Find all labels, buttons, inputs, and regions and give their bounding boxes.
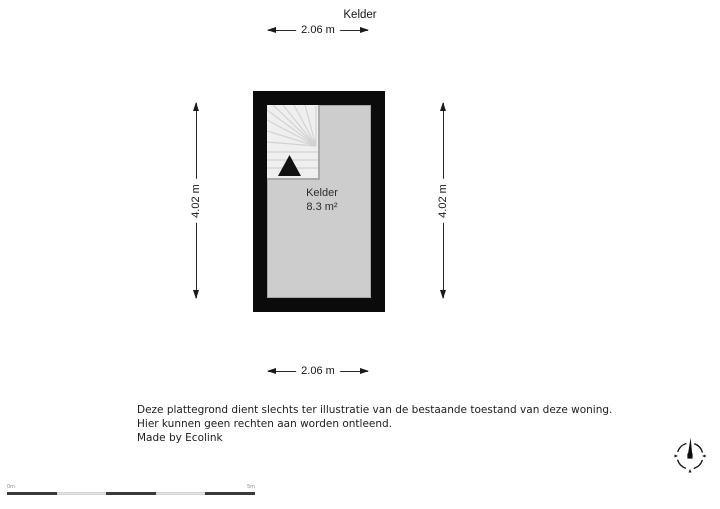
disclaimer — [137, 403, 612, 445]
arrow-down-icon — [193, 290, 199, 299]
room-label — [272, 186, 372, 214]
staircase-treads — [267, 105, 318, 178]
arrow-right-icon — [360, 27, 369, 33]
dimension-right-label: 4.02 m — [437, 179, 449, 223]
disclaimer-line-3: Made by Ecolink — [137, 432, 223, 444]
compass-north-icon — [668, 431, 712, 479]
floorplan-room-kelder — [267, 105, 371, 298]
page-title: Kelder — [343, 9, 377, 21]
floorplan-walls — [253, 91, 385, 312]
stair-direction-arrow-icon — [278, 155, 301, 176]
scale-bar-segment — [205, 492, 255, 495]
scale-bar-track — [7, 492, 255, 495]
dimension-top — [268, 24, 368, 36]
arrow-left-icon — [267, 27, 276, 33]
arrow-right-icon — [360, 368, 369, 374]
arrow-down-icon — [440, 290, 446, 299]
disclaimer-line-1: Deze plattegrond dient slechts ter illustratie van de bestaande toestand van deze woning. — [137, 404, 613, 416]
scale-bar — [7, 486, 255, 498]
scale-bar-segment — [57, 492, 107, 495]
dimension-left-label: 4.02 m — [190, 179, 202, 223]
disclaimer-line-2: Hier kunnen geen rechten aan worden ontleend. — [137, 418, 393, 430]
scale-bar-segment — [106, 492, 156, 495]
dimension-bottom-label: 2.06 m — [296, 365, 340, 377]
scale-bar-start-label: 0m — [7, 484, 16, 490]
dimension-left — [190, 103, 202, 298]
room-name: Kelder — [306, 187, 338, 199]
dimension-bottom — [268, 365, 368, 377]
scale-bar-end-label: 5m — [246, 484, 255, 490]
dimension-top-label: 2.06 m — [296, 24, 340, 36]
scale-bar-segment — [7, 492, 57, 495]
dimension-right — [437, 103, 449, 298]
arrow-up-icon — [440, 102, 446, 111]
staircase — [267, 105, 320, 180]
arrow-left-icon — [267, 368, 276, 374]
room-area: 8.3 m² — [306, 201, 338, 213]
scale-bar-segment — [156, 492, 206, 495]
arrow-up-icon — [193, 102, 199, 111]
